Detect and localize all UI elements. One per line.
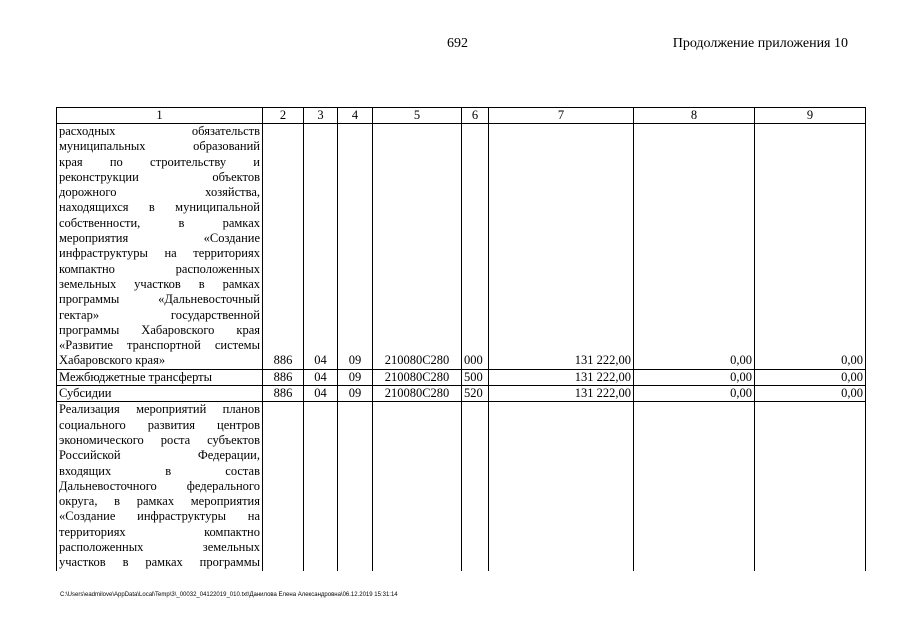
cell-csr: 210080С280 bbox=[373, 124, 462, 370]
cell-csr: 210080С280 bbox=[373, 369, 462, 385]
cell-pr: 09 bbox=[338, 386, 373, 402]
cell-amount-8: 0,00 bbox=[634, 386, 755, 402]
cell-gr: 886 bbox=[263, 369, 304, 385]
cell-empty bbox=[462, 402, 489, 571]
col-header-9: 9 bbox=[755, 108, 866, 124]
cell-empty bbox=[755, 402, 866, 571]
col-header-7: 7 bbox=[489, 108, 634, 124]
cell-pr: 09 bbox=[338, 124, 373, 370]
cell-pr: 09 bbox=[338, 369, 373, 385]
cell-rz: 04 bbox=[304, 386, 338, 402]
col-header-1: 1 bbox=[57, 108, 263, 124]
budget-table bbox=[56, 107, 866, 571]
table-row bbox=[57, 124, 866, 370]
row-description: Реализация мероприятий планов социального развития центров экономического роста субъектов Российской Федерации, входящих в состав Дальневосточного федерального округа, в рамках мероприятия «Создание инфраструктуры на территориях компактно расположенных земельных участков в рамках программы bbox=[57, 402, 263, 571]
cell-csr: 210080С280 bbox=[373, 386, 462, 402]
cell-vr: 520 bbox=[462, 386, 489, 402]
cell-empty bbox=[489, 402, 634, 571]
col-header-6: 6 bbox=[462, 108, 489, 124]
col-header-5: 5 bbox=[373, 108, 462, 124]
table-row bbox=[57, 402, 866, 571]
row-description: Субсидии bbox=[57, 386, 263, 402]
cell-empty bbox=[634, 402, 755, 571]
cell-amount-7: 131 222,00 bbox=[489, 386, 634, 402]
cell-rz: 04 bbox=[304, 369, 338, 385]
row-description: Межбюджетные трансферты bbox=[57, 369, 263, 385]
table-header-row bbox=[57, 108, 866, 124]
cell-empty bbox=[338, 402, 373, 571]
cell-vr: 000 bbox=[462, 124, 489, 370]
row-description: расходных обязательств муниципальных образований края по строительству и реконструкции объектов дорожного хозяйства, находящихся в муниципальной собственности, в рамках мероприятия «Создание инфраструктуры на территориях компактно расположенных земельных участков в рамках программы «Дальневосточный гектар» государственной программы Хабаровского края «Развитие транспортной системы Хабаровского края» bbox=[57, 124, 263, 370]
cell-amount-8: 0,00 bbox=[634, 369, 755, 385]
cell-empty bbox=[263, 402, 304, 571]
file-path-footer: C:\Users\eadmilove\AppData\Local\Temp\3\_00032_04122019_010.txt\Данилова Елена Александровна\06.12.2019 15:31:14 bbox=[60, 592, 398, 598]
table-row bbox=[57, 369, 866, 385]
cell-amount-9: 0,00 bbox=[755, 369, 866, 385]
cell-gr: 886 bbox=[263, 124, 304, 370]
cell-amount-9: 0,00 bbox=[755, 124, 866, 370]
cell-empty bbox=[373, 402, 462, 571]
col-header-4: 4 bbox=[338, 108, 373, 124]
cell-empty bbox=[304, 402, 338, 571]
cell-amount-7: 131 222,00 bbox=[489, 369, 634, 385]
cell-amount-7: 131 222,00 bbox=[489, 124, 634, 370]
col-header-3: 3 bbox=[304, 108, 338, 124]
cell-vr: 500 bbox=[462, 369, 489, 385]
cell-gr: 886 bbox=[263, 386, 304, 402]
table-row bbox=[57, 386, 866, 402]
continuation-label: Продолжение приложения 10 bbox=[672, 36, 848, 51]
cell-amount-8: 0,00 bbox=[634, 124, 755, 370]
col-header-2: 2 bbox=[263, 108, 304, 124]
cell-amount-9: 0,00 bbox=[755, 386, 866, 402]
page-number: 692 bbox=[447, 36, 468, 51]
col-header-8: 8 bbox=[634, 108, 755, 124]
cell-rz: 04 bbox=[304, 124, 338, 370]
